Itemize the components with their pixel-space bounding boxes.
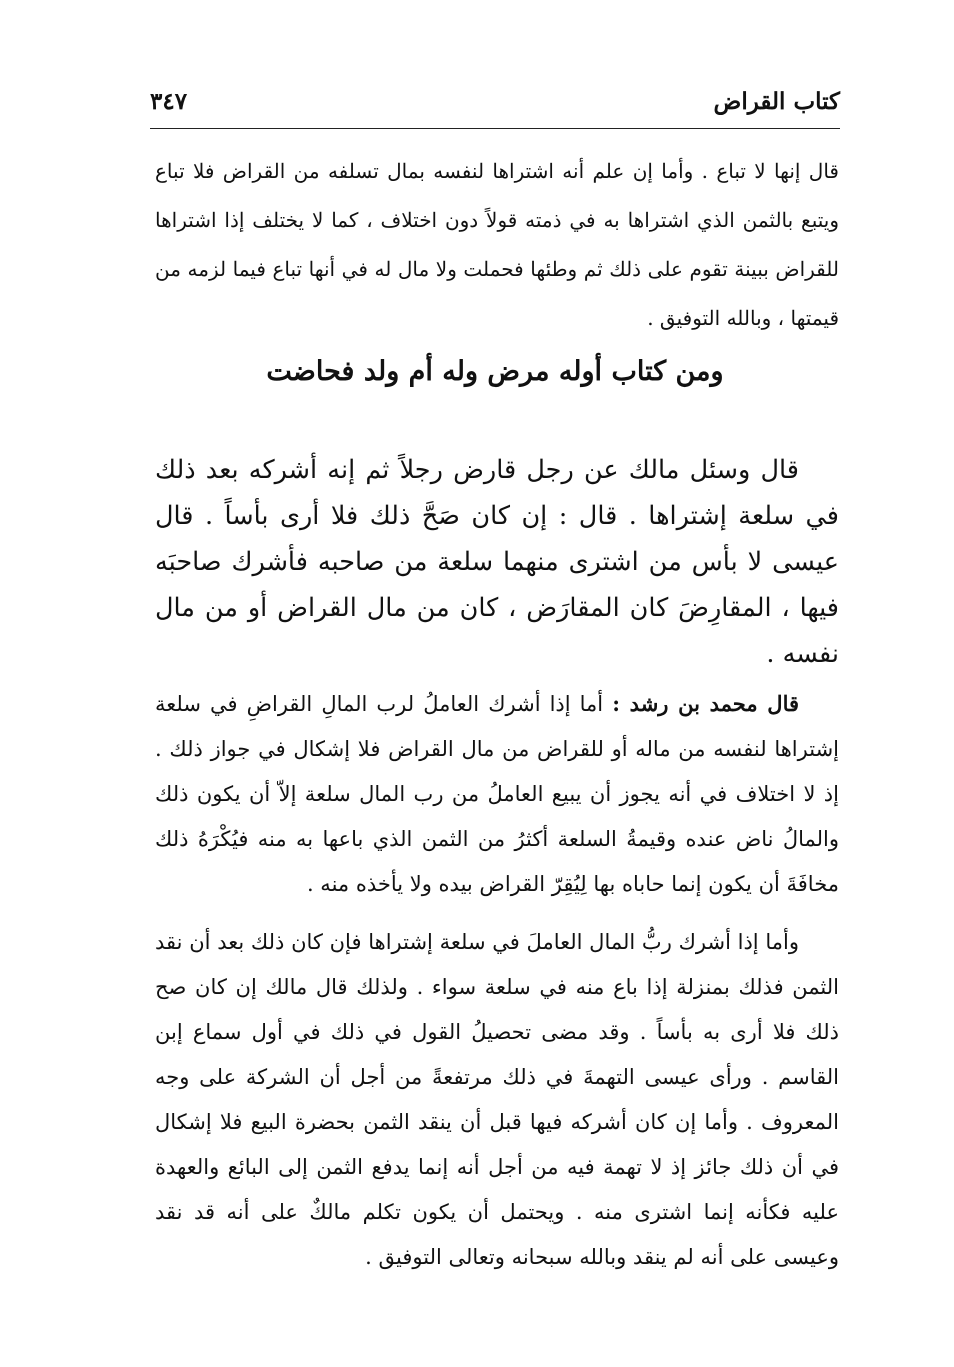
page-header	[150, 84, 840, 129]
running-title: كتاب القراض	[713, 88, 840, 115]
final-paragraph: وأما إذا أشرك ربُّ المال العاملَ في سلعة إشتراها فإن كان ذلك بعد أن نقد الثمن فذلك بمنزلة إذا باع منه في سلعة سواء . ولذلك قال مالك إن كان صح ذلك فلا أرى به بأساً . وقد مضى تحصيلُ القول في ذلك في أول سماع إبن القاسم . ورأى عيسى التهمةَ في ذلك مرتفعةً من أجل أن الشركة على وجه المعروف . وأما إن كان أشركه فيها قبل أن ينقد الثمن بحضرة البيع فلا إشكال في أن ذلك جائز إذ لا تهمة فيه من أجل أنه إنما يدفع الثمن إلى البائع والعهدة عليه فكأنه إنما اشترى منه . ويحتمل أن يكون تكلم مالكٌ على أنه قد نقد وعيسى على أنه لم ينقد وبالله سبحانه وتعالى التوفيق .	[155, 930, 839, 1269]
intro-paragraph: قال إنها لا تباع . وأما إن علم أنه اشتراها لنفسه بمال تسلفه من القراض فلا تباع ويتبع بالثمن الذي اشتراها به في ذمته قولاً دون اختلاف ، كما لا يختلف إذا اشتراها للقراض ببينة تقوم على ذلك ثم وطئها فحملت ولا مال له في أنها تباع فيما لزمه من قيمتها ، وبالله التوفيق .	[155, 159, 839, 330]
main-text-paragraph: قال وسئل مالك عن رجل قارض رجلاً ثم إنه أشركه بعد ذلك في سلعة إشتراها . قال : إن كان صَحَّ ذلك فلا أرى بأساً . قال عيسى لا بأس من اشترى منهما سلعة من صاحبه فأشرك صاحبَه فيها ، المقارِضَ كان المقارَض ، كان من مال القراض أو من مال نفسه .	[155, 455, 839, 669]
commentary-text: أما إذا أشرك العاملُ لرب المالِ القراضِ في سلعة إشتراها لنفسه من ماله أو للقراض من مال القراض فلا إشكال في جواز ذلك . إذ لا اختلاف في أنه يجوز أن يبيع العاملُ من رب المال سلعة إلاّ أن يكون ذلك والمالُ ناض عنده وقيمةُ السلعة أكثرُ من الثمن الذي باعها به منه فيُكْرَهُ ذلك مخافَةَ أن يكون إنما حاباه بها لِيُقِرّ القراض بيده ولا يأخذه منه .	[155, 692, 839, 896]
commentary-paragraph	[155, 681, 839, 907]
commentary-lead: قال محمد بن رشد :	[612, 691, 800, 716]
section-heading: ومن كتاب أوله مرض وله أم ولد فحاضت	[266, 356, 724, 387]
page-number: ٣٤٧	[150, 88, 188, 115]
